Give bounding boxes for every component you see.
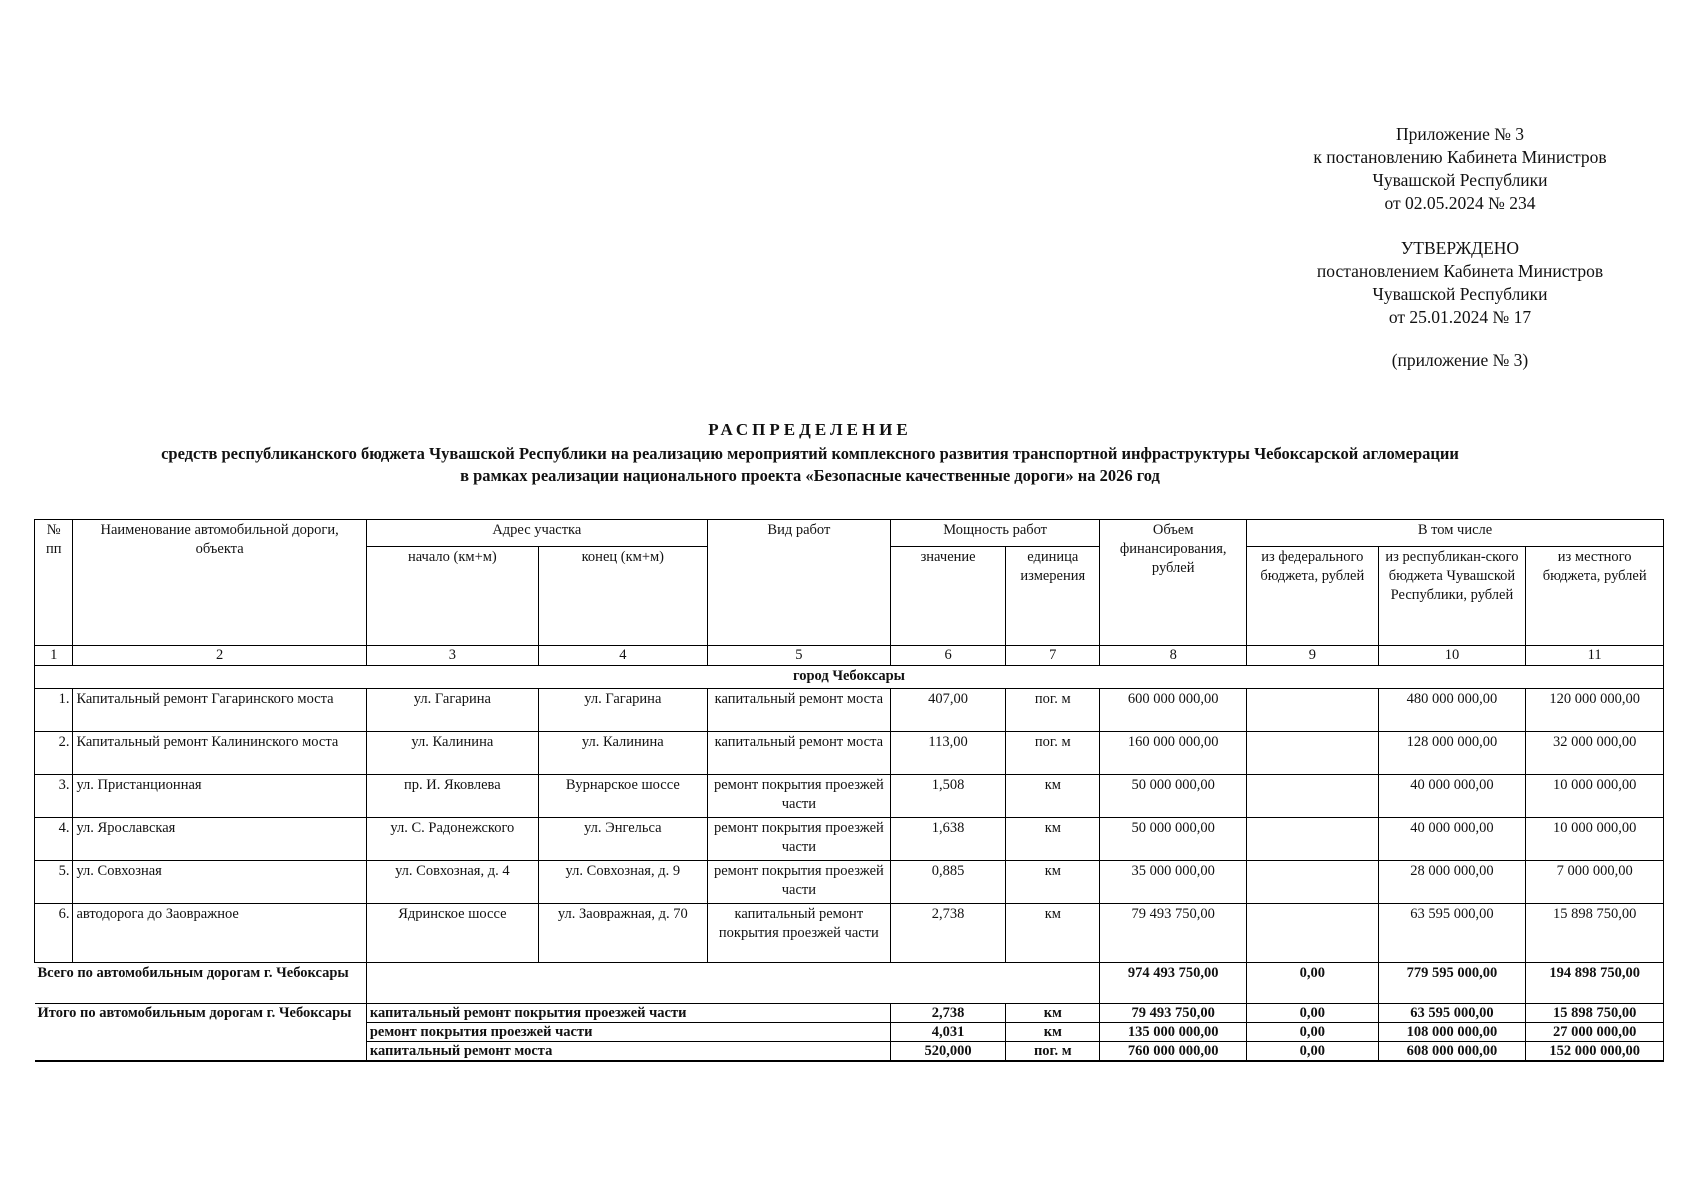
table-row bbox=[35, 732, 1664, 775]
subtotal-local: 27 000 000,00 bbox=[1526, 1023, 1664, 1042]
grand-total-label: Всего по автомобильным дорогам г. Чебоксары bbox=[35, 963, 367, 1004]
header-work-type: Вид работ bbox=[707, 520, 890, 646]
row-end: ул. Калинина bbox=[538, 732, 707, 775]
row-unit: км bbox=[1006, 775, 1100, 818]
row-total: 160 000 000,00 bbox=[1100, 732, 1247, 775]
header-including: В том числе bbox=[1247, 520, 1664, 547]
row-value: 2,738 bbox=[890, 904, 1005, 963]
appendix-line1: Приложение № 3 bbox=[1395, 124, 1525, 144]
subtotal-label: Итого по автомобильным дорогам г. Чебоксары bbox=[35, 1004, 367, 1062]
approved-line3: Чувашской Республики bbox=[1372, 284, 1548, 304]
grand-total-row bbox=[35, 963, 1664, 1004]
grand-total-sum: 974 493 750,00 bbox=[1100, 963, 1247, 1004]
document-subtitle bbox=[30, 443, 1590, 487]
row-local: 10 000 000,00 bbox=[1526, 775, 1664, 818]
subtotal-work: капитальный ремонт моста bbox=[366, 1042, 890, 1062]
subtitle-line2: в рамках реализации национального проекта «Безопасные качественные дороги» на 2026 год bbox=[460, 466, 1160, 485]
subtotal-republic: 608 000 000,00 bbox=[1378, 1042, 1526, 1062]
subtotal-value: 520,000 bbox=[890, 1042, 1005, 1062]
row-republic: 128 000 000,00 bbox=[1378, 732, 1526, 775]
header-end: конец (км+м) bbox=[538, 547, 707, 646]
subtitle-line1: средств республиканского бюджета Чувашской Республики на реализацию мероприятий комплексного развития транспортной инфраструктуры Чебоксарской агломерации bbox=[161, 444, 1459, 463]
row-num: 1. bbox=[35, 689, 73, 732]
row-work: ремонт покрытия проезжей части bbox=[707, 818, 890, 861]
subtotal-work: капитальный ремонт покрытия проезжей части bbox=[366, 1004, 890, 1023]
table-row bbox=[35, 861, 1664, 904]
row-federal bbox=[1247, 904, 1379, 963]
header-capacity: Мощность работ bbox=[890, 520, 1099, 547]
table-row bbox=[35, 689, 1664, 732]
row-total: 50 000 000,00 bbox=[1100, 818, 1247, 861]
subtotal-unit: км bbox=[1006, 1023, 1100, 1042]
table-row bbox=[35, 818, 1664, 861]
row-name: автодорога до Заовражное bbox=[73, 904, 366, 963]
col-number: 10 bbox=[1378, 646, 1526, 666]
row-unit: км bbox=[1006, 861, 1100, 904]
row-unit: пог. м bbox=[1006, 689, 1100, 732]
row-total: 35 000 000,00 bbox=[1100, 861, 1247, 904]
row-republic: 40 000 000,00 bbox=[1378, 775, 1526, 818]
appendix-line4: от 02.05.2024 № 234 bbox=[1384, 193, 1536, 213]
row-unit: км bbox=[1006, 818, 1100, 861]
row-local: 120 000 000,00 bbox=[1526, 689, 1664, 732]
col-number: 9 bbox=[1247, 646, 1379, 666]
row-name: Капитальный ремонт Калининского моста bbox=[73, 732, 366, 775]
city-section-header: город Чебоксары bbox=[35, 666, 1664, 689]
row-federal bbox=[1247, 775, 1379, 818]
subtotal-local: 15 898 750,00 bbox=[1526, 1004, 1664, 1023]
subtotal-unit: км bbox=[1006, 1004, 1100, 1023]
col-number: 2 bbox=[73, 646, 366, 666]
row-num: 4. bbox=[35, 818, 73, 861]
row-total: 50 000 000,00 bbox=[1100, 775, 1247, 818]
row-total: 79 493 750,00 bbox=[1100, 904, 1247, 963]
grand-total-local: 194 898 750,00 bbox=[1526, 963, 1664, 1004]
subtotal-federal: 0,00 bbox=[1247, 1023, 1379, 1042]
row-unit: км bbox=[1006, 904, 1100, 963]
header-federal: из федерального бюджета, рублей bbox=[1247, 547, 1379, 646]
row-start: ул. С. Радонежского bbox=[366, 818, 538, 861]
header-unit: единица измерения bbox=[1006, 547, 1100, 646]
col-number: 11 bbox=[1526, 646, 1664, 666]
subtotal-total: 760 000 000,00 bbox=[1100, 1042, 1247, 1062]
row-republic: 480 000 000,00 bbox=[1378, 689, 1526, 732]
row-unit: пог. м bbox=[1006, 732, 1100, 775]
row-end: ул. Гагарина bbox=[538, 689, 707, 732]
table-row bbox=[35, 904, 1664, 963]
appendix-line2: к постановлению Кабинета Министров bbox=[1313, 147, 1607, 167]
subtotal-federal: 0,00 bbox=[1247, 1004, 1379, 1023]
approved-line1: УТВЕРЖДЕНО bbox=[1400, 238, 1520, 258]
subtotal-value: 4,031 bbox=[890, 1023, 1005, 1042]
row-start: ул. Совхозная, д. 4 bbox=[366, 861, 538, 904]
distribution-table bbox=[34, 519, 1664, 1062]
appendix-line3: Чувашской Республики bbox=[1372, 170, 1548, 190]
row-total: 600 000 000,00 bbox=[1100, 689, 1247, 732]
row-end: Вурнарское шоссе bbox=[538, 775, 707, 818]
subtotal-local: 152 000 000,00 bbox=[1526, 1042, 1664, 1062]
subtotal-unit: пог. м bbox=[1006, 1042, 1100, 1062]
header-value: значение bbox=[890, 547, 1005, 646]
row-start: пр. И. Яковлева bbox=[366, 775, 538, 818]
subtotal-work: ремонт покрытия проезжей части bbox=[366, 1023, 890, 1042]
row-work: капитальный ремонт моста bbox=[707, 689, 890, 732]
row-name: ул. Пристанционная bbox=[73, 775, 366, 818]
subtotal-republic: 63 595 000,00 bbox=[1378, 1004, 1526, 1023]
row-local: 10 000 000,00 bbox=[1526, 818, 1664, 861]
header-num: № пп bbox=[35, 520, 73, 646]
row-local: 15 898 750,00 bbox=[1526, 904, 1664, 963]
row-federal bbox=[1247, 861, 1379, 904]
subtotal-total: 135 000 000,00 bbox=[1100, 1023, 1247, 1042]
row-name: ул. Ярославская bbox=[73, 818, 366, 861]
col-number: 1 bbox=[35, 646, 73, 666]
subtotal-value: 2,738 bbox=[890, 1004, 1005, 1023]
header-address: Адрес участка bbox=[366, 520, 707, 547]
grand-total-republic: 779 595 000,00 bbox=[1378, 963, 1526, 1004]
subtotal-republic: 108 000 000,00 bbox=[1378, 1023, 1526, 1042]
row-republic: 28 000 000,00 bbox=[1378, 861, 1526, 904]
header-start: начало (км+м) bbox=[366, 547, 538, 646]
row-work: ремонт покрытия проезжей части bbox=[707, 775, 890, 818]
row-end: ул. Энгельса bbox=[538, 818, 707, 861]
row-federal bbox=[1247, 732, 1379, 775]
header-local: из местного бюджета, рублей bbox=[1526, 547, 1664, 646]
col-number: 3 bbox=[366, 646, 538, 666]
row-work: капитальный ремонт моста bbox=[707, 732, 890, 775]
row-start: Ядринское шоссе bbox=[366, 904, 538, 963]
row-num: 6. bbox=[35, 904, 73, 963]
row-republic: 63 595 000,00 bbox=[1378, 904, 1526, 963]
approved-line4: от 25.01.2024 № 17 bbox=[1388, 307, 1532, 327]
header-republic: из республикан-ского бюджета Чувашской Республики, рублей bbox=[1378, 547, 1526, 646]
row-local: 7 000 000,00 bbox=[1526, 861, 1664, 904]
header-name: Наименование автомобильной дороги, объекта bbox=[73, 520, 366, 646]
row-num: 5. bbox=[35, 861, 73, 904]
appendix-header bbox=[1260, 123, 1660, 215]
row-value: 113,00 bbox=[890, 732, 1005, 775]
row-name: Капитальный ремонт Гагаринского моста bbox=[73, 689, 366, 732]
row-value: 1,638 bbox=[890, 818, 1005, 861]
col-number: 4 bbox=[538, 646, 707, 666]
row-value: 0,885 bbox=[890, 861, 1005, 904]
col-number: 8 bbox=[1100, 646, 1247, 666]
header-financing: Объем финансирования, рублей bbox=[1100, 520, 1247, 646]
approved-line2: постановлением Кабинета Министров bbox=[1316, 261, 1604, 281]
col-number: 7 bbox=[1006, 646, 1100, 666]
col-number: 6 bbox=[890, 646, 1005, 666]
grand-total-spacer bbox=[366, 963, 1100, 1004]
subtotal-row bbox=[35, 1004, 1664, 1023]
row-name: ул. Совхозная bbox=[73, 861, 366, 904]
row-work: капитальный ремонт покрытия проезжей части bbox=[707, 904, 890, 963]
subtotal-total: 79 493 750,00 bbox=[1100, 1004, 1247, 1023]
row-republic: 40 000 000,00 bbox=[1378, 818, 1526, 861]
row-start: ул. Гагарина bbox=[366, 689, 538, 732]
row-local: 32 000 000,00 bbox=[1526, 732, 1664, 775]
approved-header bbox=[1260, 237, 1660, 329]
document-title: РАСПРЕДЕЛЕНИЕ bbox=[708, 420, 912, 439]
appendix-reference: (приложение № 3) bbox=[1391, 350, 1529, 370]
grand-total-federal: 0,00 bbox=[1247, 963, 1379, 1004]
col-number: 5 bbox=[707, 646, 890, 666]
row-end: ул. Заовражная, д. 70 bbox=[538, 904, 707, 963]
row-num: 2. bbox=[35, 732, 73, 775]
row-num: 3. bbox=[35, 775, 73, 818]
row-end: ул. Совхозная, д. 9 bbox=[538, 861, 707, 904]
subtotal-federal: 0,00 bbox=[1247, 1042, 1379, 1062]
row-work: ремонт покрытия проезжей части bbox=[707, 861, 890, 904]
table-row bbox=[35, 775, 1664, 818]
row-federal bbox=[1247, 689, 1379, 732]
row-federal bbox=[1247, 818, 1379, 861]
row-start: ул. Калинина bbox=[366, 732, 538, 775]
row-value: 407,00 bbox=[890, 689, 1005, 732]
row-value: 1,508 bbox=[890, 775, 1005, 818]
